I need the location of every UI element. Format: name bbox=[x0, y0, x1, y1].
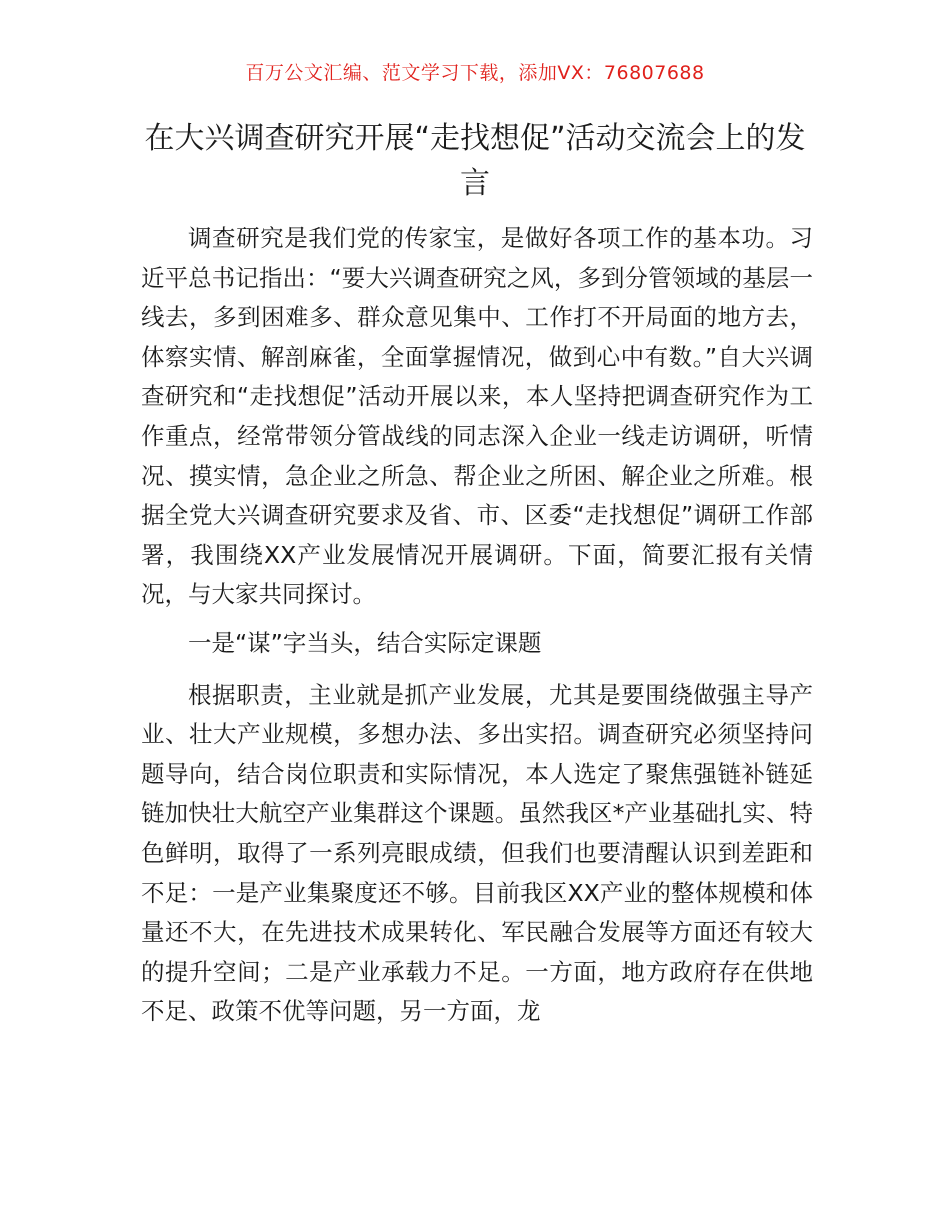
header-watermark-note: 百万公文汇编、范文学习下载，添加VX：76807688 bbox=[245, 62, 705, 84]
document-title: 在大兴调查研究开展“走找想促”活动交流会上的发言 bbox=[144, 121, 806, 201]
paragraph-intro: 调查研究是我们党的传家宝，是做好各项工作的基本功。习近平总书记指出：“要大兴调查研究之风，多到分管领域的基层一线去，多到困难多、群众意见集中、工作打不开局面的地方去，体察实情、解剖麻雀，全面掌握情况，做到心中有数。”自大兴调查研究和“走找想促”活动开展以来，本人坚持把调查研究作为工作重点，经常带领分管战线的同志深入企业一线走访调研，听情况、摸实情，急企业之所急、帮企业之所困、解企业之所难。根据全党大兴调查研究要求及省、市、区委“走找想促”调研工作部署，我围绕XX产业发展情况开展调研。下面，简要汇报有关情况，与大家共同探讨。 bbox=[141, 224, 813, 609]
section-heading-1: 一是“谋”字当头，结合实际定课题 bbox=[188, 628, 542, 657]
document-body bbox=[141, 219, 813, 1041]
paragraph-section-1: 根据职责，主业就是抓产业发展，尤其是要围绕做强主导产业、壮大产业规模，多想办法、多出实招。调查研究必须坚持问题导向，结合岗位职责和实际情况，本人选定了聚焦强链补链延链加快壮大航空产业集群这个课题。虽然我区*产业基础扎实、特色鲜明，取得了一系列亮眼成绩，但我们也要清醒认识到差距和不足：一是产业集聚度还不够。目前我区XX产业的整体规模和体量还不大，在先进技术成果转化、军民融合发展等方面还有较大的提升空间；二是产业承载力不足。一方面，地方政府存在供地不足、政策不优等问题，另一方面，龙 bbox=[141, 680, 813, 1026]
